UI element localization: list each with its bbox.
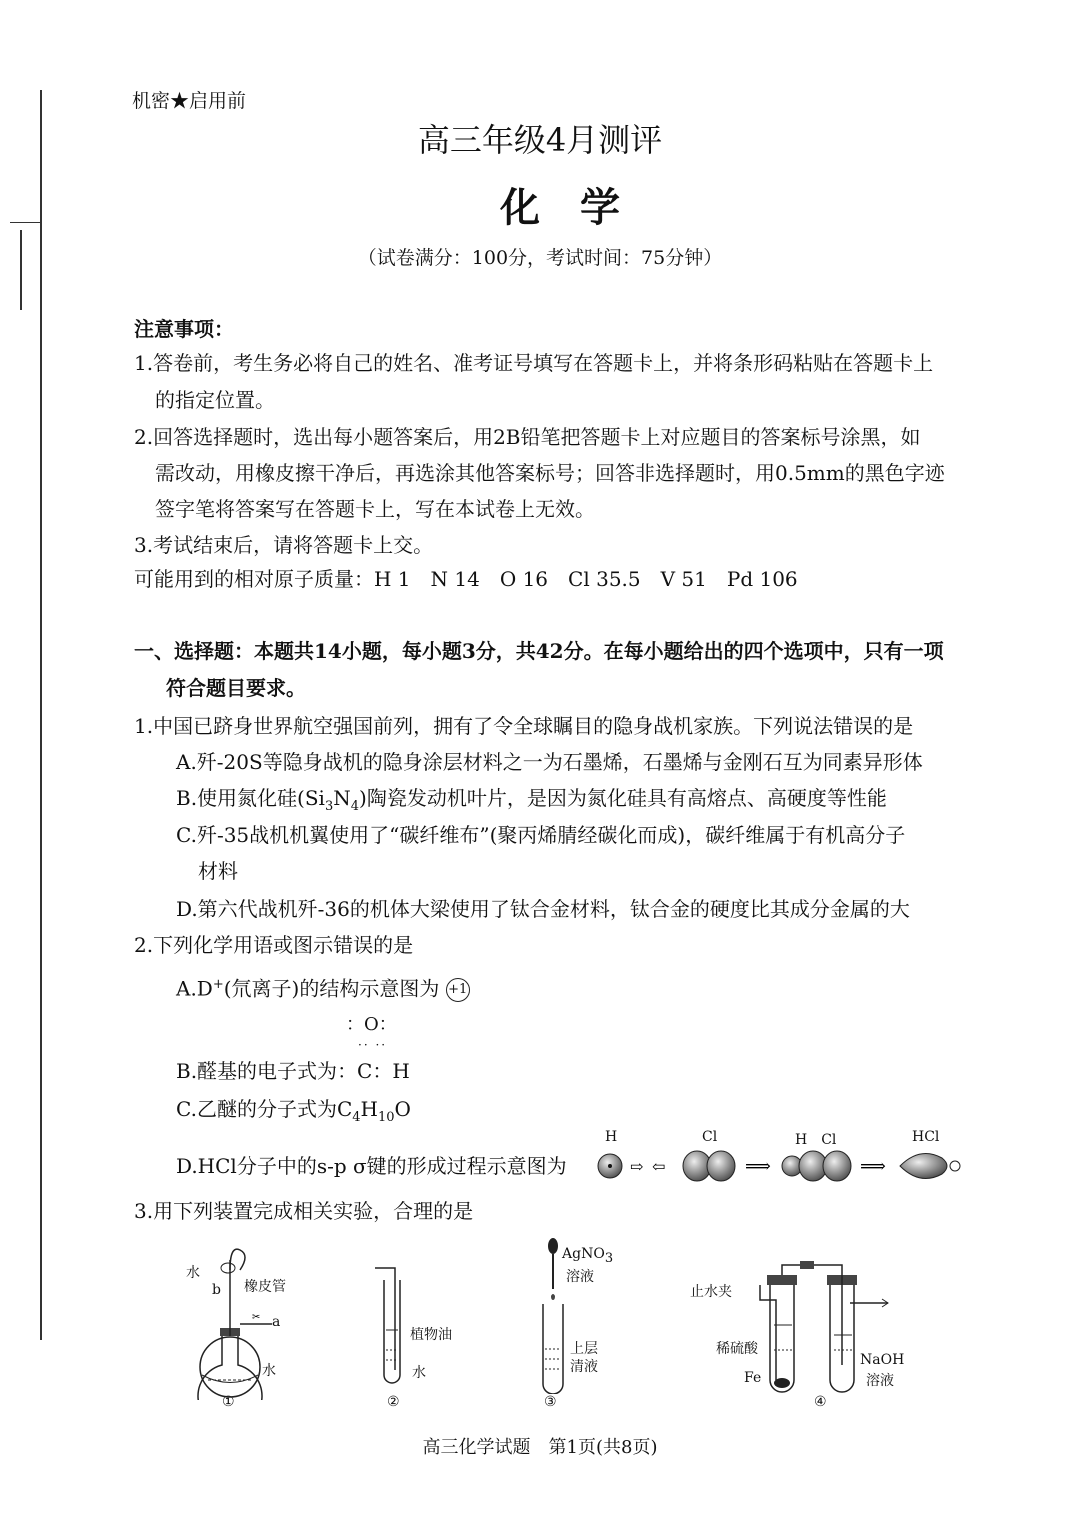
notice-item-3: 3.考试结束后，请将答题卡上交。 — [134, 533, 434, 557]
q1-stem: 1.中国已跻身世界航空强国前列，拥有了令全球瞩目的隐身战机家族。下列说法错误的是 — [134, 714, 914, 738]
q2-option-d: D.HCl分子中的s-p σ键的形成过程示意图为 — [176, 1154, 567, 1178]
nucleus-circle-icon: +1 — [446, 978, 470, 1002]
cl-p-orbital-right-icon — [707, 1151, 735, 1181]
notice-item-2-cont2: 签字笔将答案写在答题卡上，写在本试卷上无效。 — [155, 497, 595, 521]
q1-option-d: D.第六代战机歼-36的机体大梁使用了钛合金材料，钛合金的硬度比其成分金属的大 — [176, 897, 910, 921]
app4-clamp: 止水夹 — [690, 1284, 732, 1300]
secret-label: 机密★启用前 — [132, 90, 247, 112]
atomic-mass-line: 可能用到的相对原子质量：H 1 N 14 O 16 Cl 35.5 V 51 Pd 106 — [134, 567, 798, 591]
q1-option-b: B.使用氮化硅$(Si_3N_4)$陶瓷发动机叶片，是因为氮化硅具有高熔点、高硬度等性能 — [176, 786, 887, 814]
subject-title: 化学 — [500, 184, 660, 231]
q2-option-c: C.乙醚的分子式为$C_4H_{10}O$ — [176, 1097, 411, 1125]
section1-heading: 一、选择题：本题共14小题，每小题3分，共42分。在每小题给出的四个选项中，只有一项 — [134, 639, 944, 663]
app3-upper: 上层 — [570, 1341, 598, 1357]
app1-number: ① — [222, 1394, 235, 1410]
app4-fe: Fe — [744, 1370, 762, 1386]
app3-upper-clear: 清液 — [570, 1359, 598, 1375]
arrow-right-icon: ⇨ — [630, 1157, 644, 1176]
app3-reagent-solution: 溶液 — [566, 1269, 594, 1285]
q1-option-c-cont: 材料 — [198, 859, 238, 883]
hcl-orbital-diagram — [590, 1146, 980, 1186]
q2-option-a: A.D+(氘离子)的结构示意图为 +1 — [176, 972, 470, 1002]
hcl-label-pair: H Cl — [795, 1132, 837, 1148]
notice-item-1-cont: 的指定位置。 — [155, 388, 275, 412]
app2-number: ② — [387, 1394, 400, 1410]
arrow-left-icon: ⇦ — [652, 1157, 666, 1176]
q1-option-c: C.歼-35战机机翼使用了“碳纤维布”(聚丙烯腈经碳化而成)，碳纤维属于有机高分子 — [176, 823, 906, 847]
q2-option-b: B.醛基的电子式为：C：H — [176, 1059, 410, 1083]
notice-item-1: 1.答卷前，考生务必将自己的姓名、准考证号填写在答题卡上，并将条形码粘贴在答题卡上 — [134, 351, 934, 375]
hcl-label-h: H — [605, 1129, 618, 1145]
hcl-label-cl: Cl — [702, 1129, 718, 1145]
notice-item-2: 2.回答选择题时，选出每小题答案后，用2B铅笔把答题卡上对应题目的答案标号涂黑，如 — [134, 425, 921, 449]
binding-margin-line — [40, 90, 42, 1340]
hcl-label-molecule: HCl — [912, 1129, 940, 1145]
binding-margin-line-inner — [20, 230, 22, 310]
app2-oil: 植物油 — [410, 1327, 452, 1343]
notice-item-2-cont: 需改动，用橡皮擦干净后，再选涂其他答案标号；回答非选择题时，用0.5mm的黑色字迹 — [155, 461, 945, 485]
exam-title: 高三年级4月测评 — [417, 121, 663, 159]
exam-info: （试卷满分：100分，考试时间：75分钟） — [357, 247, 723, 269]
arrow-right-icon-3: ⟹ — [860, 1156, 886, 1177]
aldehyde-dots: ·· ·· — [358, 1038, 388, 1052]
app1-a: a — [272, 1314, 281, 1330]
notice-heading: 注意事项： — [134, 317, 234, 341]
app4-solution: 溶液 — [866, 1373, 894, 1389]
app1-b: b — [212, 1282, 221, 1298]
page-footer: 高三化学试题 第1页(共8页) — [422, 1437, 658, 1458]
hcl-sigma-bond-icon — [900, 1154, 947, 1179]
clamp-icon: ✂ — [252, 1312, 261, 1323]
app1-water-top: 水 — [186, 1265, 200, 1281]
q2-stem: 2.下列化学用语或图示错误的是 — [134, 933, 414, 957]
app4-number: ④ — [814, 1394, 827, 1410]
app1-hose: 橡皮管 — [244, 1279, 286, 1295]
app3-number: ③ — [544, 1394, 557, 1410]
arrow-right-icon-2: ⟹ — [745, 1156, 771, 1177]
app4-acid: 稀硫酸 — [716, 1341, 758, 1357]
aldehyde-o-atom: ：O： — [346, 1014, 397, 1035]
q1-option-a: A.歼-20S等隐身战机的隐身涂层材料之一为石墨烯，石墨烯与金刚石互为同素异形体 — [176, 750, 923, 774]
section1-heading-cont: 符合题目要求。 — [166, 676, 306, 700]
app3-reagent: AgNO$_3$ — [562, 1246, 614, 1266]
app1-water: 水 — [262, 1363, 276, 1379]
app4-naoh: NaOH — [860, 1352, 905, 1368]
q3-stem: 3.用下列装置完成相关实验，合理的是 — [134, 1199, 474, 1223]
app2-water: 水 — [412, 1365, 426, 1381]
